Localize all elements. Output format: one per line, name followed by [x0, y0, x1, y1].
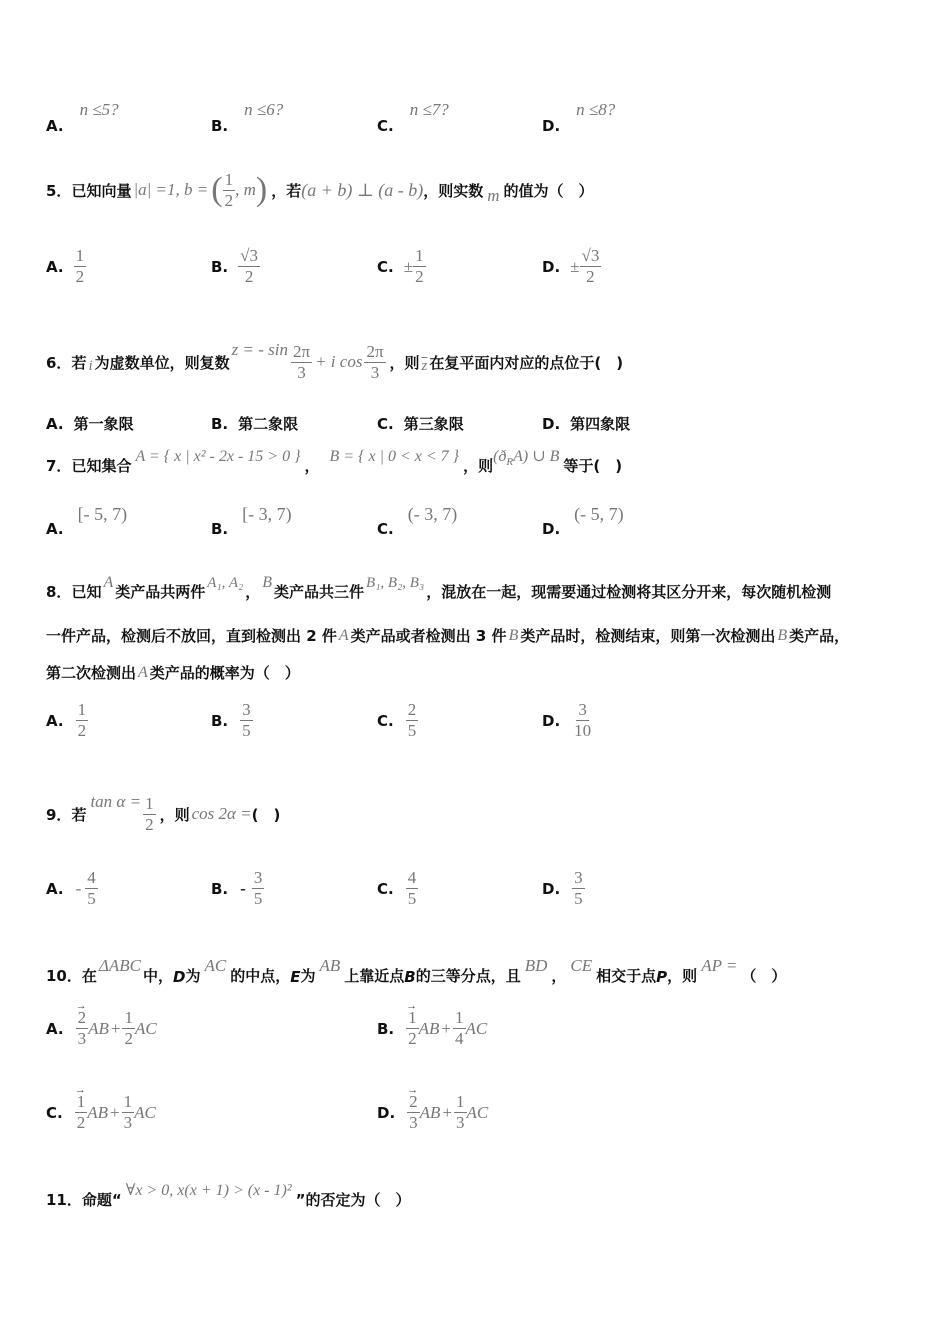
option-fraction: → $\frac{1}{2}$ — [406, 1008, 419, 1049]
q5-stem — [46, 160, 594, 220]
q6-stem — [46, 330, 623, 394]
stem-text: ( ) — [251, 805, 281, 824]
stem-math-conjugate: $\overline{z}$ — [421, 357, 428, 374]
question-number: 10． — [46, 967, 82, 985]
q4-option-c — [377, 100, 449, 135]
option-fraction: $\frac{1}{4}$ — [455, 1008, 464, 1048]
stem-math: B₁, B₂, B₃ — [366, 575, 425, 591]
stem-text: 为 — [185, 967, 201, 985]
stem-var: B — [404, 968, 416, 986]
q10-option-a — [46, 1008, 157, 1049]
stem-text: ”的否定为（ ） — [295, 1191, 411, 1209]
option-fraction: $\frac{1}{2}$ — [415, 246, 424, 286]
q5-option-d — [542, 246, 601, 287]
option-math: (- 5, 7) — [574, 504, 624, 524]
option-label: D. — [542, 879, 561, 898]
q9-option-c — [377, 868, 418, 909]
stem-text: 一件产品，检测后不放回，直到检测出 2 件 — [46, 627, 337, 645]
paren-open: ( — [211, 171, 223, 208]
option-label: C. — [377, 520, 394, 538]
option-label: A. — [46, 415, 64, 433]
option-vector: AC — [134, 1018, 157, 1038]
option-math: n ≤7? — [409, 100, 449, 119]
option-fraction: $\frac{√3}{2}$ — [240, 246, 258, 286]
q6-option-b — [211, 413, 298, 434]
paren-close: ) — [255, 171, 268, 208]
option-prefix: - — [75, 878, 82, 898]
stem-math: (a + b) ⊥ (a - b) — [301, 179, 424, 200]
stem-text: ，混放在一起，现需要通过检测将其区分开来，每次随机检测 — [426, 583, 832, 601]
stem-math: + i cos — [315, 352, 363, 371]
stem-text: 在 — [81, 967, 97, 985]
stem-text: 为虚数单位，则复数 — [94, 353, 230, 372]
q8-option-d — [542, 700, 593, 741]
stem-text: 命题“ — [81, 1191, 122, 1209]
stem-math: AC — [204, 956, 227, 975]
q4-option-b — [211, 100, 284, 135]
stem-text: 上靠近点 — [344, 967, 405, 985]
option-fraction: $\frac{1}{3}$ — [456, 1092, 465, 1132]
option-label: B. — [211, 711, 229, 730]
q7-option-c — [377, 504, 458, 538]
option-label: C. — [377, 879, 394, 898]
stem-text: ，则 — [463, 456, 494, 475]
stem-text: ，若 — [271, 181, 302, 200]
option-label: B. — [211, 879, 229, 898]
option-math: [- 5, 7) — [77, 504, 128, 524]
stem-math: B = { x | 0 < x < 7 } — [329, 448, 460, 465]
stem-math: m — [487, 186, 500, 205]
stem-text: 类产品共三件 — [274, 583, 365, 601]
option-vector: AC — [134, 1102, 156, 1122]
stem-text: ，则 — [667, 967, 698, 985]
stem-text: ， — [551, 967, 567, 985]
q9-option-d — [542, 868, 585, 909]
option-prefix: ± — [570, 256, 580, 276]
stem-text: 类产品或者检测出 3 件 — [350, 627, 507, 645]
stem-math: A = { x | x² - 2x - 15 > 0 } — [135, 448, 301, 465]
q8-option-b — [211, 700, 253, 741]
stem-math: CE — [570, 956, 593, 975]
option-fraction: $\frac{3}{10}$ — [574, 700, 592, 740]
q10-stem — [46, 952, 786, 986]
option-label: C. — [377, 415, 394, 433]
option-fraction: $\frac{1}{2}$ — [124, 1008, 133, 1048]
option-prefix: - — [240, 878, 246, 898]
stem-math: ∀x > 0, x(x + 1) > (x - 1)² — [125, 1182, 292, 1199]
q7-option-a — [46, 504, 128, 538]
option-label: A. — [46, 520, 64, 538]
q6-option-d — [542, 413, 630, 434]
option-label: C. — [377, 117, 394, 135]
option-text: 第三象限 — [403, 415, 464, 433]
option-fraction: $\frac{4}{5}$ — [87, 868, 96, 908]
stem-text: ，则 — [389, 353, 420, 372]
stem-text: ，则实数 — [423, 181, 484, 200]
q5-option-c — [377, 246, 426, 287]
q5-option-a — [46, 246, 86, 287]
option-label: B. — [211, 257, 229, 276]
option-fraction: $\frac{1}{2}$ — [77, 700, 87, 740]
q6-option-a — [46, 413, 134, 434]
option-fraction: $\frac{√3}{2}$ — [581, 246, 600, 286]
question-number: 5． — [46, 181, 72, 200]
stem-text: 第二次检测出 — [46, 664, 137, 682]
option-math: n ≤6? — [244, 100, 284, 119]
option-fraction: $\frac{3}{5}$ — [253, 868, 263, 908]
stem-math: AP = — [701, 956, 738, 975]
stem-text: 中， — [142, 967, 173, 985]
stem-fraction: $\frac{2\pi}{3}$ — [366, 341, 384, 382]
q7-stem — [46, 448, 622, 482]
stem-math: A — [338, 626, 349, 644]
stem-math: cos 2α = — [191, 804, 252, 823]
stem-math: B — [777, 626, 788, 644]
stem-text: 的三等分点，且 — [415, 967, 521, 985]
stem-text: 类产品时，检测结束，则第一次检测出 — [520, 627, 776, 645]
stem-text: ，则 — [159, 805, 190, 824]
option-vector: AC — [465, 1018, 488, 1038]
stem-math: A₁, A₂ — [207, 575, 244, 591]
option-operator: + — [110, 1102, 120, 1122]
option-fraction: $\frac{3}{5}$ — [574, 868, 583, 908]
q9-option-b — [211, 868, 264, 909]
option-label: A. — [46, 711, 64, 730]
question-number: 9． — [46, 805, 72, 824]
option-text: 第一象限 — [73, 415, 134, 433]
stem-text: （ ） — [741, 967, 787, 985]
option-text: 第二象限 — [238, 415, 299, 433]
option-label: A. — [46, 257, 64, 276]
option-label: D. — [542, 520, 561, 538]
stem-text: 为 — [300, 967, 316, 985]
option-label: D. — [377, 1103, 396, 1122]
option-label: C. — [46, 1103, 63, 1122]
question-number: 6． — [46, 353, 72, 372]
stem-fraction: $\frac{1}{2}$ — [224, 169, 234, 210]
option-label: B. — [377, 1019, 395, 1038]
q4-option-d — [542, 100, 616, 135]
q10-option-b — [377, 1008, 487, 1049]
stem-var: P — [656, 968, 668, 986]
stem-math: ΔABC — [98, 956, 141, 975]
stem-text: 的值为（ ） — [503, 181, 594, 200]
stem-text: ， — [304, 456, 320, 475]
option-vector: AB — [87, 1102, 108, 1122]
option-math: (- 3, 7) — [407, 504, 458, 524]
option-label: A. — [46, 879, 64, 898]
option-fraction: → $\frac{1}{2}$ — [75, 1092, 88, 1133]
option-label: C. — [377, 711, 394, 730]
stem-math: , m — [235, 180, 256, 199]
option-label: B. — [211, 117, 229, 135]
option-fraction: $\frac{4}{5}$ — [407, 868, 417, 908]
q9-option-a — [46, 868, 98, 909]
stem-text: 类产品， — [789, 627, 850, 645]
stem-math: z = - sin — [231, 340, 288, 359]
q8-stem-line3 — [46, 662, 300, 683]
option-math: [- 3, 7) — [242, 504, 292, 524]
option-label: D. — [542, 415, 561, 433]
option-label: B. — [211, 520, 229, 538]
option-label: C. — [377, 257, 394, 276]
stem-math: B — [508, 626, 519, 644]
option-label: D. — [542, 117, 561, 135]
question-number: 8． — [46, 583, 72, 601]
stem-text: 类产品的概率为（ ） — [149, 664, 300, 682]
stem-text: 已知 — [71, 583, 102, 601]
q10-option-c — [46, 1092, 156, 1133]
stem-text: 若 — [71, 353, 87, 372]
option-fraction: $\frac{1}{2}$ — [75, 246, 85, 286]
stem-var: E — [290, 968, 301, 986]
stem-math: A — [103, 574, 114, 591]
stem-math: i — [88, 357, 93, 374]
option-fraction: $\frac{3}{5}$ — [242, 700, 251, 740]
stem-math: tan α = — [90, 792, 142, 811]
option-math: n ≤8? — [576, 100, 616, 119]
q7-option-d — [542, 504, 624, 538]
stem-text: ， — [245, 583, 261, 601]
option-vector: AC — [466, 1102, 489, 1122]
stem-text: 的中点， — [230, 967, 291, 985]
stem-math: A — [138, 663, 148, 681]
q4-option-a — [46, 100, 119, 135]
option-operator: + — [110, 1018, 121, 1038]
question-number: 11． — [46, 1191, 82, 1209]
q9-stem — [46, 784, 280, 844]
option-fraction: $\frac{2}{5}$ — [407, 700, 417, 740]
stem-math: |a| =1, b = — [133, 180, 209, 199]
option-operator: + — [441, 1018, 452, 1038]
q8-stem-line2 — [46, 625, 849, 646]
option-text: 第四象限 — [570, 415, 631, 433]
stem-math: BD — [524, 956, 548, 975]
stem-text: 相交于点 — [596, 967, 657, 985]
option-fraction: → $\frac{2}{3}$ — [407, 1092, 420, 1133]
option-label: B. — [211, 415, 229, 433]
q8-option-a — [46, 700, 88, 741]
stem-text: 已知向量 — [71, 181, 132, 200]
question-number: 7． — [46, 456, 72, 475]
q5-option-b — [211, 246, 260, 287]
option-vector: AB — [418, 1018, 440, 1038]
option-vector: AB — [88, 1018, 109, 1038]
q10-option-d — [377, 1092, 488, 1133]
stem-fraction: $\frac{2\pi}{3}$ — [292, 341, 311, 382]
stem-text: 已知集合 — [71, 456, 132, 475]
stem-text: 等于( ) — [563, 456, 623, 475]
option-vector: AB — [419, 1102, 441, 1122]
q8-stem-line1 — [46, 568, 831, 602]
q8-option-c — [377, 700, 418, 741]
option-fraction: $\frac{1}{3}$ — [123, 1092, 133, 1132]
stem-math: AB — [319, 956, 341, 975]
stem-math: B — [262, 574, 273, 591]
stem-text: 类产品共两件 — [115, 583, 206, 601]
stem-var: D — [173, 968, 186, 986]
q6-option-c — [377, 413, 464, 434]
option-prefix: ± — [403, 256, 414, 276]
option-label: D. — [542, 257, 561, 276]
option-label: A. — [46, 117, 64, 135]
option-operator: + — [442, 1102, 453, 1122]
option-fraction: → $\frac{2}{3}$ — [76, 1008, 89, 1049]
stem-math: $(ð_RA)$ ∪ B — [493, 447, 560, 469]
q11-stem — [46, 1176, 410, 1210]
q7-option-b — [211, 504, 292, 538]
stem-text: 在复平面内对应的点位于( ) — [429, 353, 624, 372]
stem-text: 若 — [71, 805, 87, 824]
option-label: D. — [542, 711, 561, 730]
option-math: n ≤5? — [79, 100, 119, 119]
stem-fraction: $\frac{1}{2}$ — [145, 793, 154, 834]
option-label: A. — [46, 1019, 64, 1038]
